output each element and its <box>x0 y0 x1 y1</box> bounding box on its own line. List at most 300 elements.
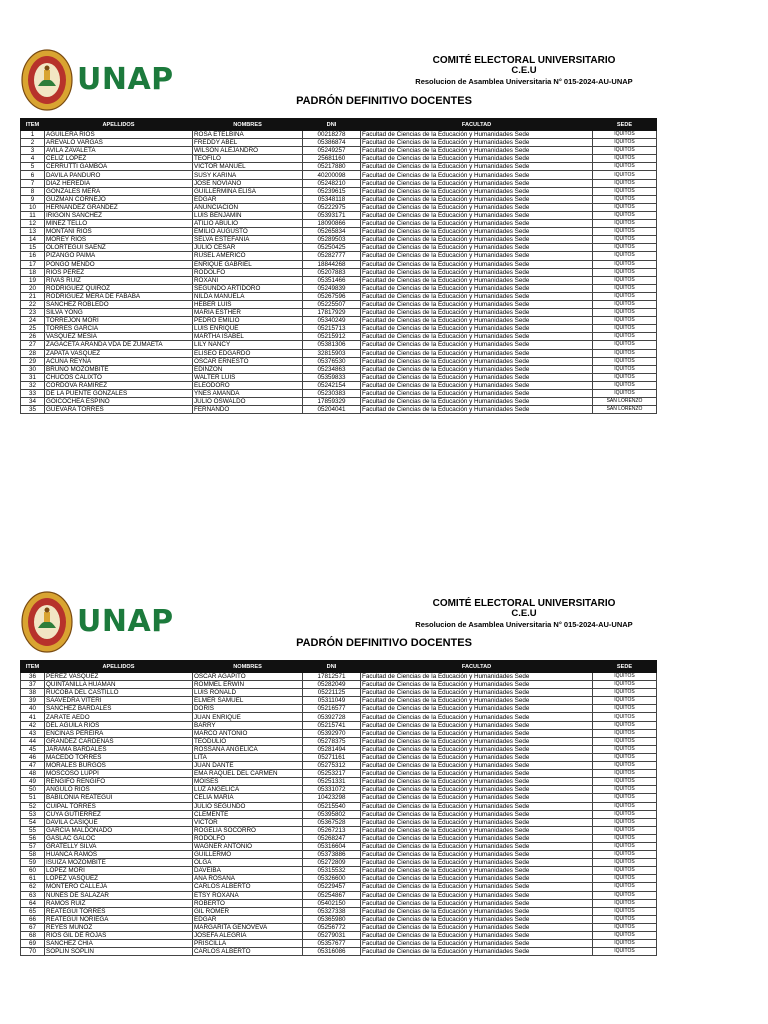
apellidos-cell: SOPLIN SOPLIN <box>45 948 193 956</box>
nombres-cell: ROGELIA SOCORRO <box>193 826 303 834</box>
facultad-cell: Facultad de Ciencias de la Educación y Humanidades Sede <box>361 187 593 195</box>
nombres-cell: ELISEO EDGARDO <box>193 349 303 357</box>
sede-cell: IQUITOS <box>593 228 657 236</box>
table-row <box>21 697 657 705</box>
item-cell: 2 <box>21 139 45 147</box>
facultad-cell: Facultad de Ciencias de la Educación y Humanidades Sede <box>361 309 593 317</box>
apellidos-cell: CHUCOS CALIXTO <box>45 373 193 381</box>
nombres-cell: SEGUNDO ARTIDORO <box>193 284 303 292</box>
facultad-cell: Facultad de Ciencias de la Educación y Humanidades Sede <box>361 859 593 867</box>
item-cell: 12 <box>21 220 45 228</box>
apellidos-cell: TORREJON MORI <box>45 317 193 325</box>
item-cell: 29 <box>21 357 45 365</box>
item-cell: 44 <box>21 737 45 745</box>
committee-header <box>384 55 664 87</box>
item-cell: 35 <box>21 406 45 414</box>
facultad-cell: Facultad de Ciencias de la Educación y Humanidades Sede <box>361 818 593 826</box>
nombres-cell: JOSEFA ALEGRIA <box>193 932 303 940</box>
sede-cell: IQUITOS <box>593 859 657 867</box>
dni-cell: 18844268 <box>303 260 361 268</box>
apellidos-cell: HUANCA RAMOS <box>45 851 193 859</box>
dni-cell: 05282049 <box>303 681 361 689</box>
facultad-cell: Facultad de Ciencias de la Educación y Humanidades Sede <box>361 236 593 244</box>
dni-cell: 05250425 <box>303 244 361 252</box>
apellidos-cell: GRANDEZ CARDENAS <box>45 737 193 745</box>
table-row <box>21 681 657 689</box>
nombres-cell: EDINZON <box>193 365 303 373</box>
apellidos-cell: GUEVARA TORRES <box>45 406 193 414</box>
dni-cell: 05215540 <box>303 802 361 810</box>
nombres-cell: RODOLFO <box>193 268 303 276</box>
facultad-cell: Facultad de Ciencias de la Educación y Humanidades Sede <box>361 228 593 236</box>
brand-name: UNAP <box>77 62 174 97</box>
sede-cell: IQUITOS <box>593 770 657 778</box>
item-cell: 21 <box>21 292 45 300</box>
dni-cell: 05327338 <box>303 907 361 915</box>
apellidos-cell: REYES MUÑOZ <box>45 923 193 931</box>
sede-cell: IQUITOS <box>593 753 657 761</box>
apellidos-cell: PEREZ VASQUEZ <box>45 673 193 681</box>
table-row <box>21 737 657 745</box>
item-cell: 25 <box>21 325 45 333</box>
sede-cell: IQUITOS <box>593 349 657 357</box>
item-cell: 33 <box>21 390 45 398</box>
sede-cell: IQUITOS <box>593 778 657 786</box>
item-cell: 23 <box>21 309 45 317</box>
facultad-cell: Facultad de Ciencias de la Educación y Humanidades Sede <box>361 195 593 203</box>
dni-cell: 05253217 <box>303 770 361 778</box>
table-row <box>21 923 657 931</box>
page-2 <box>0 512 768 1024</box>
item-cell: 48 <box>21 770 45 778</box>
voter-roll-table <box>20 118 657 414</box>
apellidos-cell: RODRIGUEZ QUIROZ <box>45 284 193 292</box>
apellidos-cell: BRUÑO MOZOMBITE <box>45 365 193 373</box>
facultad-cell: Facultad de Ciencias de la Educación y Humanidades Sede <box>361 139 593 147</box>
dni-cell: 10423298 <box>303 794 361 802</box>
nombres-cell: JULIO CESAR <box>193 244 303 252</box>
dni-cell: 05279031 <box>303 932 361 940</box>
facultad-cell: Facultad de Ciencias de la Educación y Humanidades Sede <box>361 252 593 260</box>
apellidos-cell: DIAZ HEREDIA <box>45 179 193 187</box>
nombres-cell: MOISES <box>193 778 303 786</box>
nombres-cell: WILSON ALEJANDRO <box>193 147 303 155</box>
nombres-cell: DAVEIBA <box>193 867 303 875</box>
sede-cell: IQUITOS <box>593 220 657 228</box>
sede-cell: IQUITOS <box>593 187 657 195</box>
table-row <box>21 883 657 891</box>
table-row <box>21 325 657 333</box>
sede-cell: IQUITOS <box>593 179 657 187</box>
dni-cell: 05242154 <box>303 381 361 389</box>
nombres-cell: LITA <box>193 753 303 761</box>
apellidos-cell: ISUIZA MOZOMBITE <box>45 859 193 867</box>
table-row <box>21 300 657 308</box>
item-cell: 58 <box>21 851 45 859</box>
facultad-cell: Facultad de Ciencias de la Educación y Humanidades Sede <box>361 875 593 883</box>
table-row <box>21 179 657 187</box>
dni-cell: 05272809 <box>303 859 361 867</box>
dni-cell: 05267213 <box>303 826 361 834</box>
facultad-cell: Facultad de Ciencias de la Educación y Humanidades Sede <box>361 842 593 850</box>
table-row <box>21 689 657 697</box>
item-cell: 53 <box>21 810 45 818</box>
facultad-cell: Facultad de Ciencias de la Educación y Humanidades Sede <box>361 851 593 859</box>
table-row <box>21 932 657 940</box>
nombres-cell: EMILIO AUGUSTO <box>193 228 303 236</box>
apellidos-cell: PIZANGO PAIMA <box>45 252 193 260</box>
dni-cell: 05357677 <box>303 940 361 948</box>
item-cell: 20 <box>21 284 45 292</box>
nombres-cell: ROXANI <box>193 276 303 284</box>
nombres-cell: JUAN ENRIQUE <box>193 713 303 721</box>
item-cell: 30 <box>21 365 45 373</box>
table-row <box>21 406 657 414</box>
sede-cell: IQUITOS <box>593 268 657 276</box>
sede-cell: IQUITOS <box>593 923 657 931</box>
sede-cell: IQUITOS <box>593 689 657 697</box>
nombres-cell: WALTER LUIS <box>193 373 303 381</box>
table-row <box>21 139 657 147</box>
table-row <box>21 778 657 786</box>
col-header-item: ITEM <box>21 119 45 131</box>
sede-cell: IQUITOS <box>593 851 657 859</box>
sede-cell: IQUITOS <box>593 834 657 842</box>
table-row <box>21 802 657 810</box>
sede-cell: IQUITOS <box>593 147 657 155</box>
apellidos-cell: CORDOVA RAMIREZ <box>45 381 193 389</box>
table-row <box>21 155 657 163</box>
sede-cell: IQUITOS <box>593 244 657 252</box>
facultad-cell: Facultad de Ciencias de la Educación y Humanidades Sede <box>361 737 593 745</box>
nombres-cell: LUZ ANGELICA <box>193 786 303 794</box>
facultad-cell: Facultad de Ciencias de la Educación y Humanidades Sede <box>361 673 593 681</box>
item-cell: 18 <box>21 268 45 276</box>
item-cell: 67 <box>21 923 45 931</box>
sede-cell: IQUITOS <box>593 802 657 810</box>
nombres-cell: MARIA ESTHER <box>193 309 303 317</box>
sede-cell: IQUITOS <box>593 842 657 850</box>
table-row <box>21 284 657 292</box>
nombres-cell: ROSA ETELBINA <box>193 131 303 139</box>
nombres-cell: BARRY <box>193 721 303 729</box>
nombres-cell: PEDRO EMILIO <box>193 317 303 325</box>
facultad-cell: Facultad de Ciencias de la Educación y Humanidades Sede <box>361 891 593 899</box>
apellidos-cell: BABILONIA REATEGUI <box>45 794 193 802</box>
table-row <box>21 940 657 948</box>
table-row <box>21 948 657 956</box>
sede-cell: IQUITOS <box>593 948 657 956</box>
item-cell: 61 <box>21 875 45 883</box>
dni-cell: 05315532 <box>303 867 361 875</box>
sede-cell: IQUITOS <box>593 163 657 171</box>
dni-cell: 05311049 <box>303 697 361 705</box>
table-row <box>21 673 657 681</box>
table-row <box>21 357 657 365</box>
facultad-cell: Facultad de Ciencias de la Educación y Humanidades Sede <box>361 325 593 333</box>
item-cell: 52 <box>21 802 45 810</box>
dni-cell: 05278375 <box>303 737 361 745</box>
nombres-cell: CARLOS ALBERTO <box>193 948 303 956</box>
facultad-cell: Facultad de Ciencias de la Educación y Humanidades Sede <box>361 786 593 794</box>
apellidos-cell: SANCHEZ CHIA <box>45 940 193 948</box>
apellidos-cell: SAAVEDRA VITERI <box>45 697 193 705</box>
item-cell: 65 <box>21 907 45 915</box>
apellidos-cell: RAMOS RUIZ <box>45 899 193 907</box>
item-cell: 5 <box>21 163 45 171</box>
dni-cell: 17812571 <box>303 673 361 681</box>
apellidos-cell: RIOS GIL DE ROJAS <box>45 932 193 940</box>
nombres-cell: ANA ROSANA <box>193 875 303 883</box>
item-cell: 38 <box>21 689 45 697</box>
apellidos-cell: RUCOBA DEL CASTILLO <box>45 689 193 697</box>
facultad-cell: Facultad de Ciencias de la Educación y Humanidades Sede <box>361 745 593 753</box>
apellidos-cell: SANCHEZ BARDALES <box>45 705 193 713</box>
facultad-cell: Facultad de Ciencias de la Educación y Humanidades Sede <box>361 705 593 713</box>
dni-cell: 05221125 <box>303 689 361 697</box>
apellidos-cell: LOPEZ MORI <box>45 867 193 875</box>
dni-cell: 05326600 <box>303 875 361 883</box>
item-cell: 50 <box>21 786 45 794</box>
table-row <box>21 810 657 818</box>
table-row <box>21 365 657 373</box>
item-cell: 31 <box>21 373 45 381</box>
sede-cell: IQUITOS <box>593 826 657 834</box>
sede-cell: IQUITOS <box>593 786 657 794</box>
apellidos-cell: MOSCOSO LUPPI <box>45 770 193 778</box>
item-cell: 17 <box>21 260 45 268</box>
item-cell: 57 <box>21 842 45 850</box>
apellidos-cell: ENCINAS PEREIRA <box>45 729 193 737</box>
nombres-cell: TEOFILO <box>193 155 303 163</box>
apellidos-cell: QUINTANILLA HUAMAN <box>45 681 193 689</box>
dni-cell: 05392728 <box>303 713 361 721</box>
dni-cell: 05249839 <box>303 284 361 292</box>
sede-cell: IQUITOS <box>593 195 657 203</box>
facultad-cell: Facultad de Ciencias de la Educación y Humanidades Sede <box>361 373 593 381</box>
dni-cell: 05230383 <box>303 390 361 398</box>
apellidos-cell: SILVA YONG <box>45 309 193 317</box>
table-row <box>21 252 657 260</box>
sede-cell: IQUITOS <box>593 883 657 891</box>
table-row <box>21 163 657 171</box>
nombres-cell: JULIO SEGUNDO <box>193 802 303 810</box>
sede-cell: IQUITOS <box>593 292 657 300</box>
dni-cell: 05207883 <box>303 268 361 276</box>
item-cell: 54 <box>21 818 45 826</box>
facultad-cell: Facultad de Ciencias de la Educación y Humanidades Sede <box>361 284 593 292</box>
facultad-cell: Facultad de Ciencias de la Educación y Humanidades Sede <box>361 762 593 770</box>
item-cell: 55 <box>21 826 45 834</box>
col-header-sede: SEDE <box>593 119 657 131</box>
facultad-cell: Facultad de Ciencias de la Educación y Humanidades Sede <box>361 899 593 907</box>
apellidos-cell: MINEZ TELLO <box>45 220 193 228</box>
dni-cell: 05376530 <box>303 357 361 365</box>
sede-cell: IQUITOS <box>593 252 657 260</box>
nombres-cell: EDGAR <box>193 195 303 203</box>
facultad-cell: Facultad de Ciencias de la Educación y Humanidades Sede <box>361 203 593 211</box>
apellidos-cell: DE LA PUENTE GONZALES <box>45 390 193 398</box>
apellidos-cell: LOPEZ VASQUEZ <box>45 875 193 883</box>
table-row <box>21 875 657 883</box>
sede-cell: SAN LORENZO <box>593 398 657 406</box>
sede-cell: IQUITOS <box>593 794 657 802</box>
dni-cell: 17859329 <box>303 398 361 406</box>
col-header-dni: DNI <box>303 119 361 131</box>
facultad-cell: Facultad de Ciencias de la Educación y Humanidades Sede <box>361 689 593 697</box>
item-cell: 64 <box>21 899 45 907</box>
item-cell: 66 <box>21 915 45 923</box>
sede-cell: IQUITOS <box>593 940 657 948</box>
facultad-cell: Facultad de Ciencias de la Educación y Humanidades Sede <box>361 390 593 398</box>
item-cell: 26 <box>21 333 45 341</box>
facultad-cell: Facultad de Ciencias de la Educación y Humanidades Sede <box>361 260 593 268</box>
item-cell: 3 <box>21 147 45 155</box>
sede-cell: IQUITOS <box>593 236 657 244</box>
facultad-cell: Facultad de Ciencias de la Educación y Humanidades Sede <box>361 932 593 940</box>
facultad-cell: Facultad de Ciencias de la Educación y Humanidades Sede <box>361 753 593 761</box>
sede-cell: IQUITOS <box>593 325 657 333</box>
item-cell: 27 <box>21 341 45 349</box>
item-cell: 24 <box>21 317 45 325</box>
dni-cell: 05268247 <box>303 834 361 842</box>
facultad-cell: Facultad de Ciencias de la Educación y Humanidades Sede <box>361 713 593 721</box>
table-row <box>21 398 657 406</box>
sede-cell: IQUITOS <box>593 721 657 729</box>
facultad-cell: Facultad de Ciencias de la Educación y Humanidades Sede <box>361 398 593 406</box>
facultad-cell: Facultad de Ciencias de la Educación y Humanidades Sede <box>361 794 593 802</box>
table-row <box>21 705 657 713</box>
nombres-cell: TEODULIO <box>193 737 303 745</box>
nombres-cell: CARLOS ALBERTO <box>193 883 303 891</box>
nombres-cell: MARCO ANTONIO <box>193 729 303 737</box>
dni-cell: 05386874 <box>303 139 361 147</box>
dni-cell: 05395802 <box>303 810 361 818</box>
dni-cell: 05402150 <box>303 899 361 907</box>
committee-abbrev: C.E.U <box>511 65 537 76</box>
table-row <box>21 770 657 778</box>
item-cell: 43 <box>21 729 45 737</box>
item-cell: 4 <box>21 155 45 163</box>
nombres-cell: OLGA <box>193 859 303 867</box>
nombres-cell: ROMMEL ERWIN <box>193 681 303 689</box>
col-header-apellidos: APELLIDOS <box>45 119 193 131</box>
dni-cell: 05248210 <box>303 179 361 187</box>
dni-cell: 05265834 <box>303 228 361 236</box>
sede-cell: IQUITOS <box>593 891 657 899</box>
apellidos-cell: CELIZ LOPEZ <box>45 155 193 163</box>
nombres-cell: CELIA MARIA <box>193 794 303 802</box>
nombres-cell: ENRIQUE GABRIEL <box>193 260 303 268</box>
item-cell: 32 <box>21 381 45 389</box>
apellidos-cell: PONGO MENDO <box>45 260 193 268</box>
item-cell: 13 <box>21 228 45 236</box>
facultad-cell: Facultad de Ciencias de la Educación y Humanidades Sede <box>361 163 593 171</box>
nombres-cell: ETSY ROXANA <box>193 891 303 899</box>
dni-cell: 18090866 <box>303 220 361 228</box>
dni-cell: 05331072 <box>303 786 361 794</box>
sede-cell: IQUITOS <box>593 729 657 737</box>
nombres-cell: PRISCILLA <box>193 940 303 948</box>
sede-cell: IQUITOS <box>593 713 657 721</box>
item-cell: 60 <box>21 867 45 875</box>
item-cell: 51 <box>21 794 45 802</box>
sede-cell: IQUITOS <box>593 203 657 211</box>
sede-cell: IQUITOS <box>593 745 657 753</box>
table-row <box>21 381 657 389</box>
apellidos-cell: SANCHEZ ROBLEDO <box>45 300 193 308</box>
sede-cell: IQUITOS <box>593 390 657 398</box>
dni-cell: 05215741 <box>303 721 361 729</box>
apellidos-cell: JARAMA BARDALES <box>45 745 193 753</box>
item-cell: 39 <box>21 697 45 705</box>
apellidos-cell: GUZMAN CORNEJO <box>45 195 193 203</box>
table-row <box>21 211 657 219</box>
item-cell: 6 <box>21 171 45 179</box>
item-cell: 7 <box>21 179 45 187</box>
nombres-cell: MARTHA ISABEL <box>193 333 303 341</box>
apellidos-cell: GRATELLY SILVA <box>45 842 193 850</box>
apellidos-cell: CERRUTTI GAMBOA <box>45 163 193 171</box>
sede-cell: IQUITOS <box>593 365 657 373</box>
sede-cell: IQUITOS <box>593 373 657 381</box>
table-header-row <box>21 661 657 673</box>
table-row <box>21 171 657 179</box>
nombres-cell: FERNANDO <box>193 406 303 414</box>
nombres-cell: GUILLERMO <box>193 851 303 859</box>
facultad-cell: Facultad de Ciencias de la Educación y Humanidades Sede <box>361 292 593 300</box>
dni-cell: 05340249 <box>303 317 361 325</box>
sede-cell: IQUITOS <box>593 300 657 308</box>
facultad-cell: Facultad de Ciencias de la Educación y Humanidades Sede <box>361 915 593 923</box>
table-row <box>21 341 657 349</box>
item-cell: 69 <box>21 940 45 948</box>
sede-cell: IQUITOS <box>593 762 657 770</box>
sede-cell: IQUITOS <box>593 899 657 907</box>
sede-cell: IQUITOS <box>593 867 657 875</box>
dni-cell: 05249257 <box>303 147 361 155</box>
dni-cell: 05216577 <box>303 705 361 713</box>
facultad-cell: Facultad de Ciencias de la Educación y Humanidades Sede <box>361 171 593 179</box>
apellidos-cell: RIVAS RUIZ <box>45 276 193 284</box>
table-row <box>21 390 657 398</box>
table-row <box>21 147 657 155</box>
facultad-cell: Facultad de Ciencias de la Educación y Humanidades Sede <box>361 147 593 155</box>
apellidos-cell: CUYA GUTIERREZ <box>45 810 193 818</box>
dni-cell: 05239615 <box>303 187 361 195</box>
sede-cell: IQUITOS <box>593 737 657 745</box>
table-row <box>21 826 657 834</box>
nombres-cell: EMA RAQUEL DEL CARMEN <box>193 770 303 778</box>
sede-cell: IQUITOS <box>593 211 657 219</box>
table-row <box>21 859 657 867</box>
table-row <box>21 131 657 139</box>
item-cell: 1 <box>21 131 45 139</box>
table-row <box>21 244 657 252</box>
facultad-cell: Facultad de Ciencias de la Educación y Humanidades Sede <box>361 300 593 308</box>
dni-cell: 05392970 <box>303 729 361 737</box>
nombres-cell: WAGNER ANTONIO <box>193 842 303 850</box>
table-row <box>21 373 657 381</box>
facultad-cell: Facultad de Ciencias de la Educación y Humanidades Sede <box>361 349 593 357</box>
dni-cell: 05215713 <box>303 325 361 333</box>
item-cell: 15 <box>21 244 45 252</box>
table-row <box>21 721 657 729</box>
facultad-cell: Facultad de Ciencias de la Educación y Humanidades Sede <box>361 357 593 365</box>
table-row <box>21 786 657 794</box>
item-cell: 40 <box>21 705 45 713</box>
nombres-cell: VICTOR <box>193 818 303 826</box>
